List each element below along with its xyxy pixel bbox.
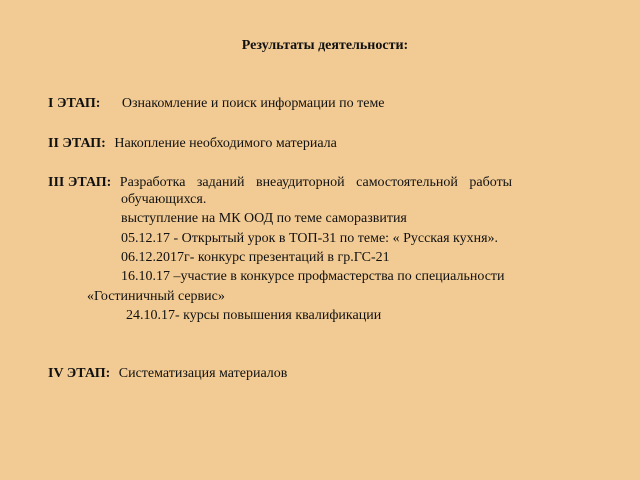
- stage-3-item: выступление на МК ООД по теме саморазвития: [121, 211, 407, 226]
- stage-2: [48, 136, 337, 152]
- stage-1-label: I ЭТАП:: [48, 96, 101, 111]
- stage-3-text-continued: обучающихся.: [121, 192, 207, 207]
- stage-1: [48, 96, 385, 112]
- slide-title: Результаты деятельности:: [241, 38, 409, 53]
- stage-1-text: Ознакомление и поиск информации по теме: [121, 96, 385, 111]
- stage-3-item: 05.12.17 - Открытый урок в ТОП-31 по теме: « Русская кухня».: [121, 231, 499, 246]
- stage-2-label: II ЭТАП:: [48, 136, 106, 151]
- stage-2-text: Накопление необходимого материала: [114, 136, 337, 151]
- stage-3-item: 16.10.17 –участие в конкурсе профмастерства по специальности: [121, 269, 505, 284]
- stage-4: [48, 366, 287, 382]
- stage-3-item-continued: «Гостиничный сервис»: [87, 289, 225, 304]
- stage-3: [48, 175, 568, 191]
- stage-3-text: Разработка заданий внеаудиторной самостоятельной работы: [119, 175, 513, 190]
- stage-3-item: 06.12.2017г- конкурс презентаций в гр.ГС-21: [121, 250, 390, 265]
- stage-4-text: Систематизация материалов: [118, 366, 288, 381]
- stage-3-item: 24.10.17- курсы повышения квалификации: [126, 308, 382, 323]
- stage-4-label: IV ЭТАП:: [48, 366, 111, 381]
- stage-3-label: III ЭТАП:: [48, 175, 112, 190]
